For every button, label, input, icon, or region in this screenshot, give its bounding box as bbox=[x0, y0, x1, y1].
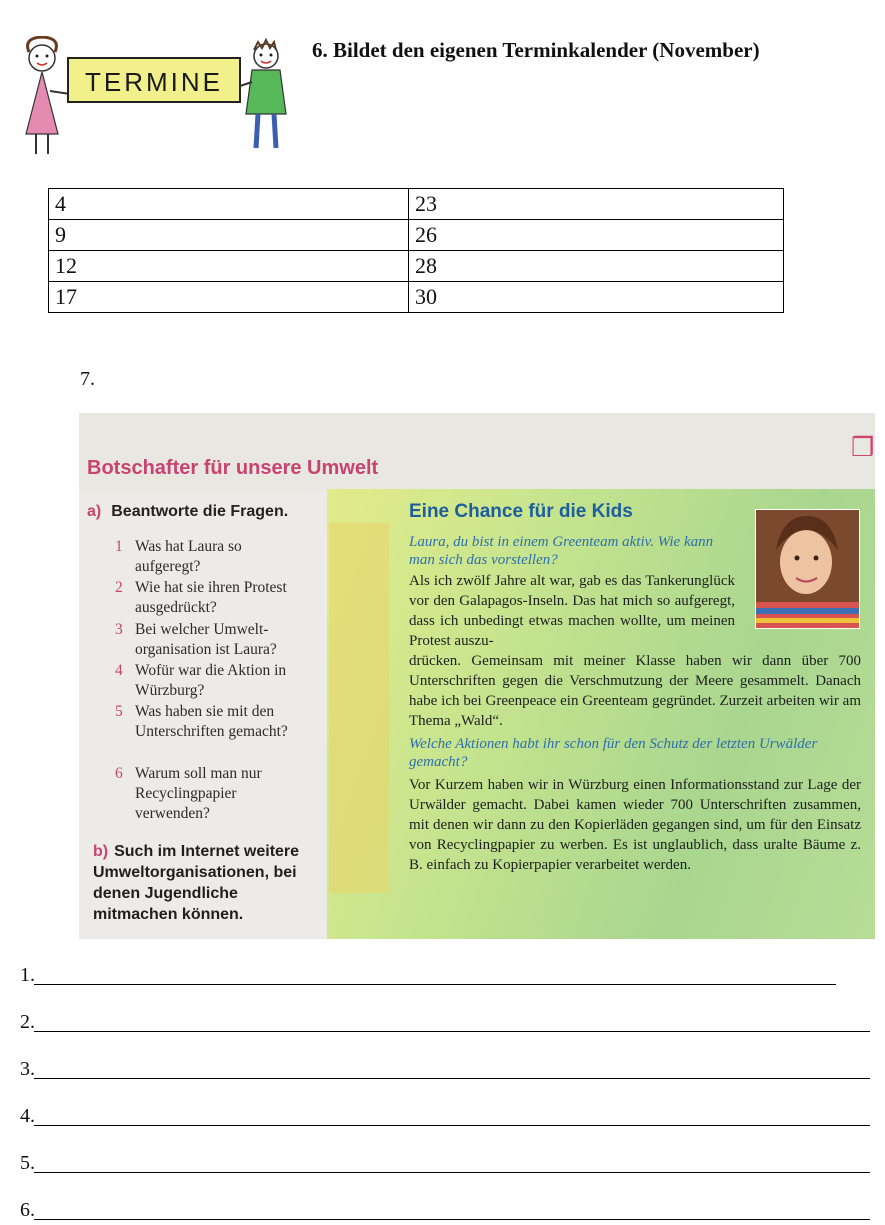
termine-illustration bbox=[12, 36, 297, 164]
answer-number: 3. bbox=[20, 1058, 35, 1080]
answer-line[interactable] bbox=[20, 1199, 35, 1222]
table-row bbox=[49, 251, 784, 282]
termine-sign bbox=[68, 58, 240, 102]
answer-number: 2. bbox=[20, 1011, 35, 1033]
article-panel-strip bbox=[329, 523, 389, 893]
part-a-label: a) bbox=[87, 503, 102, 520]
calendar-cell[interactable]: 4 bbox=[49, 189, 409, 220]
question-item: 1 Was hat Laura so aufgeregt? bbox=[115, 538, 242, 575]
calendar-cell[interactable]: 30 bbox=[409, 282, 784, 313]
question-item: 3 Bei welcher Umwelt-organisation ist Laura? bbox=[115, 621, 277, 658]
boy-drawing bbox=[240, 40, 286, 148]
part-a-instruction bbox=[87, 503, 288, 521]
table-row bbox=[49, 220, 784, 251]
answer-number: 6. bbox=[20, 1199, 35, 1221]
answer-number: 4. bbox=[20, 1105, 35, 1127]
calendar-cell[interactable]: 23 bbox=[409, 189, 784, 220]
question-item: 4 Wofür war die Aktion in Würzburg? bbox=[115, 662, 287, 699]
calendar-cell[interactable]: 9 bbox=[49, 220, 409, 251]
task7-label: 7. bbox=[80, 368, 95, 390]
girl-drawing bbox=[26, 37, 70, 154]
interview-question: Laura, du bist in einem Greenteam aktiv. Wie kann man sich das vorstellen? bbox=[409, 534, 714, 568]
task6-heading: 6. Bildet den eigenen Terminkalender (November) bbox=[312, 38, 760, 62]
book-icon: ❒ bbox=[851, 433, 875, 462]
interview-answer: Vor Kurzem haben wir in Würzburg einen Informationsstand zur Lage der Urwälder gemacht. Dabei kamen wieder 700 Unterschriften zusammen, mit denen wir dann zu den Kopierläden gegangen sind, um für den Einsatz von Recyclingpapier zu werben. Es ist unglaublich, dass uralte Bäume z. B. einfach zu Kopierpapier verarbeitet werden. bbox=[409, 777, 861, 873]
table-row bbox=[49, 189, 784, 220]
interview-answer: Als ich zwölf Jahre alt war, gab es das Tankerunglück vor den Galapagos-Inseln. Das hat mich so aufgeregt, dass ich unbedingt etwas machen wollte, um meinen Protest auszu- bbox=[409, 573, 735, 649]
question-item: 6 Warum soll man nur Recyclingpapier verwenden? bbox=[115, 765, 262, 822]
textbook-title: Botschafter für unsere Umwelt bbox=[87, 457, 379, 479]
answer-line[interactable] bbox=[20, 964, 35, 987]
question-item: 5 Was haben sie mit den Unterschriften gemacht? bbox=[115, 703, 288, 740]
calendar-cell[interactable]: 28 bbox=[409, 251, 784, 282]
table-row bbox=[49, 282, 784, 313]
part-b-label: b) bbox=[93, 843, 109, 860]
answer-line[interactable] bbox=[20, 1011, 35, 1034]
laura-photo bbox=[755, 509, 860, 629]
textbook-scan bbox=[79, 413, 875, 939]
answer-number: 1. bbox=[20, 964, 35, 986]
part-b-instruction bbox=[93, 841, 321, 925]
calendar-cell[interactable]: 12 bbox=[49, 251, 409, 282]
answer-number: 5. bbox=[20, 1152, 35, 1174]
sign-text: TERMINE bbox=[85, 67, 223, 97]
calendar-table bbox=[48, 188, 784, 313]
article-title: Eine Chance für die Kids bbox=[409, 501, 633, 522]
part-b-text: Such im Internet weitere Umweltorganisationen, bei denen Jugendliche mitmachen können. bbox=[93, 843, 300, 923]
answer-line[interactable] bbox=[20, 1058, 35, 1081]
answer-line[interactable] bbox=[20, 1105, 35, 1128]
calendar-cell[interactable]: 17 bbox=[49, 282, 409, 313]
answer-line[interactable] bbox=[20, 1152, 35, 1175]
question-item: 2 Wie hat sie ihren Protest ausgedrückt? bbox=[115, 579, 287, 616]
interview-question: Welche Aktionen habt ihr schon für den Schutz der letzten Urwälder gemacht? bbox=[409, 736, 818, 770]
part-a-text: Beantworte die Fragen. bbox=[111, 503, 289, 520]
calendar-cell[interactable]: 26 bbox=[409, 220, 784, 251]
interview-answer: drücken. Gemeinsam mit meiner Klasse haben wir dann über 700 Unterschriften gegen die Verschmutzung der Meere gesammelt. Danach habe ich bei Greenpeace ein Greenteam gegründet. Zurzeit arbeiten wir am Thema „Wald“. bbox=[409, 653, 861, 729]
